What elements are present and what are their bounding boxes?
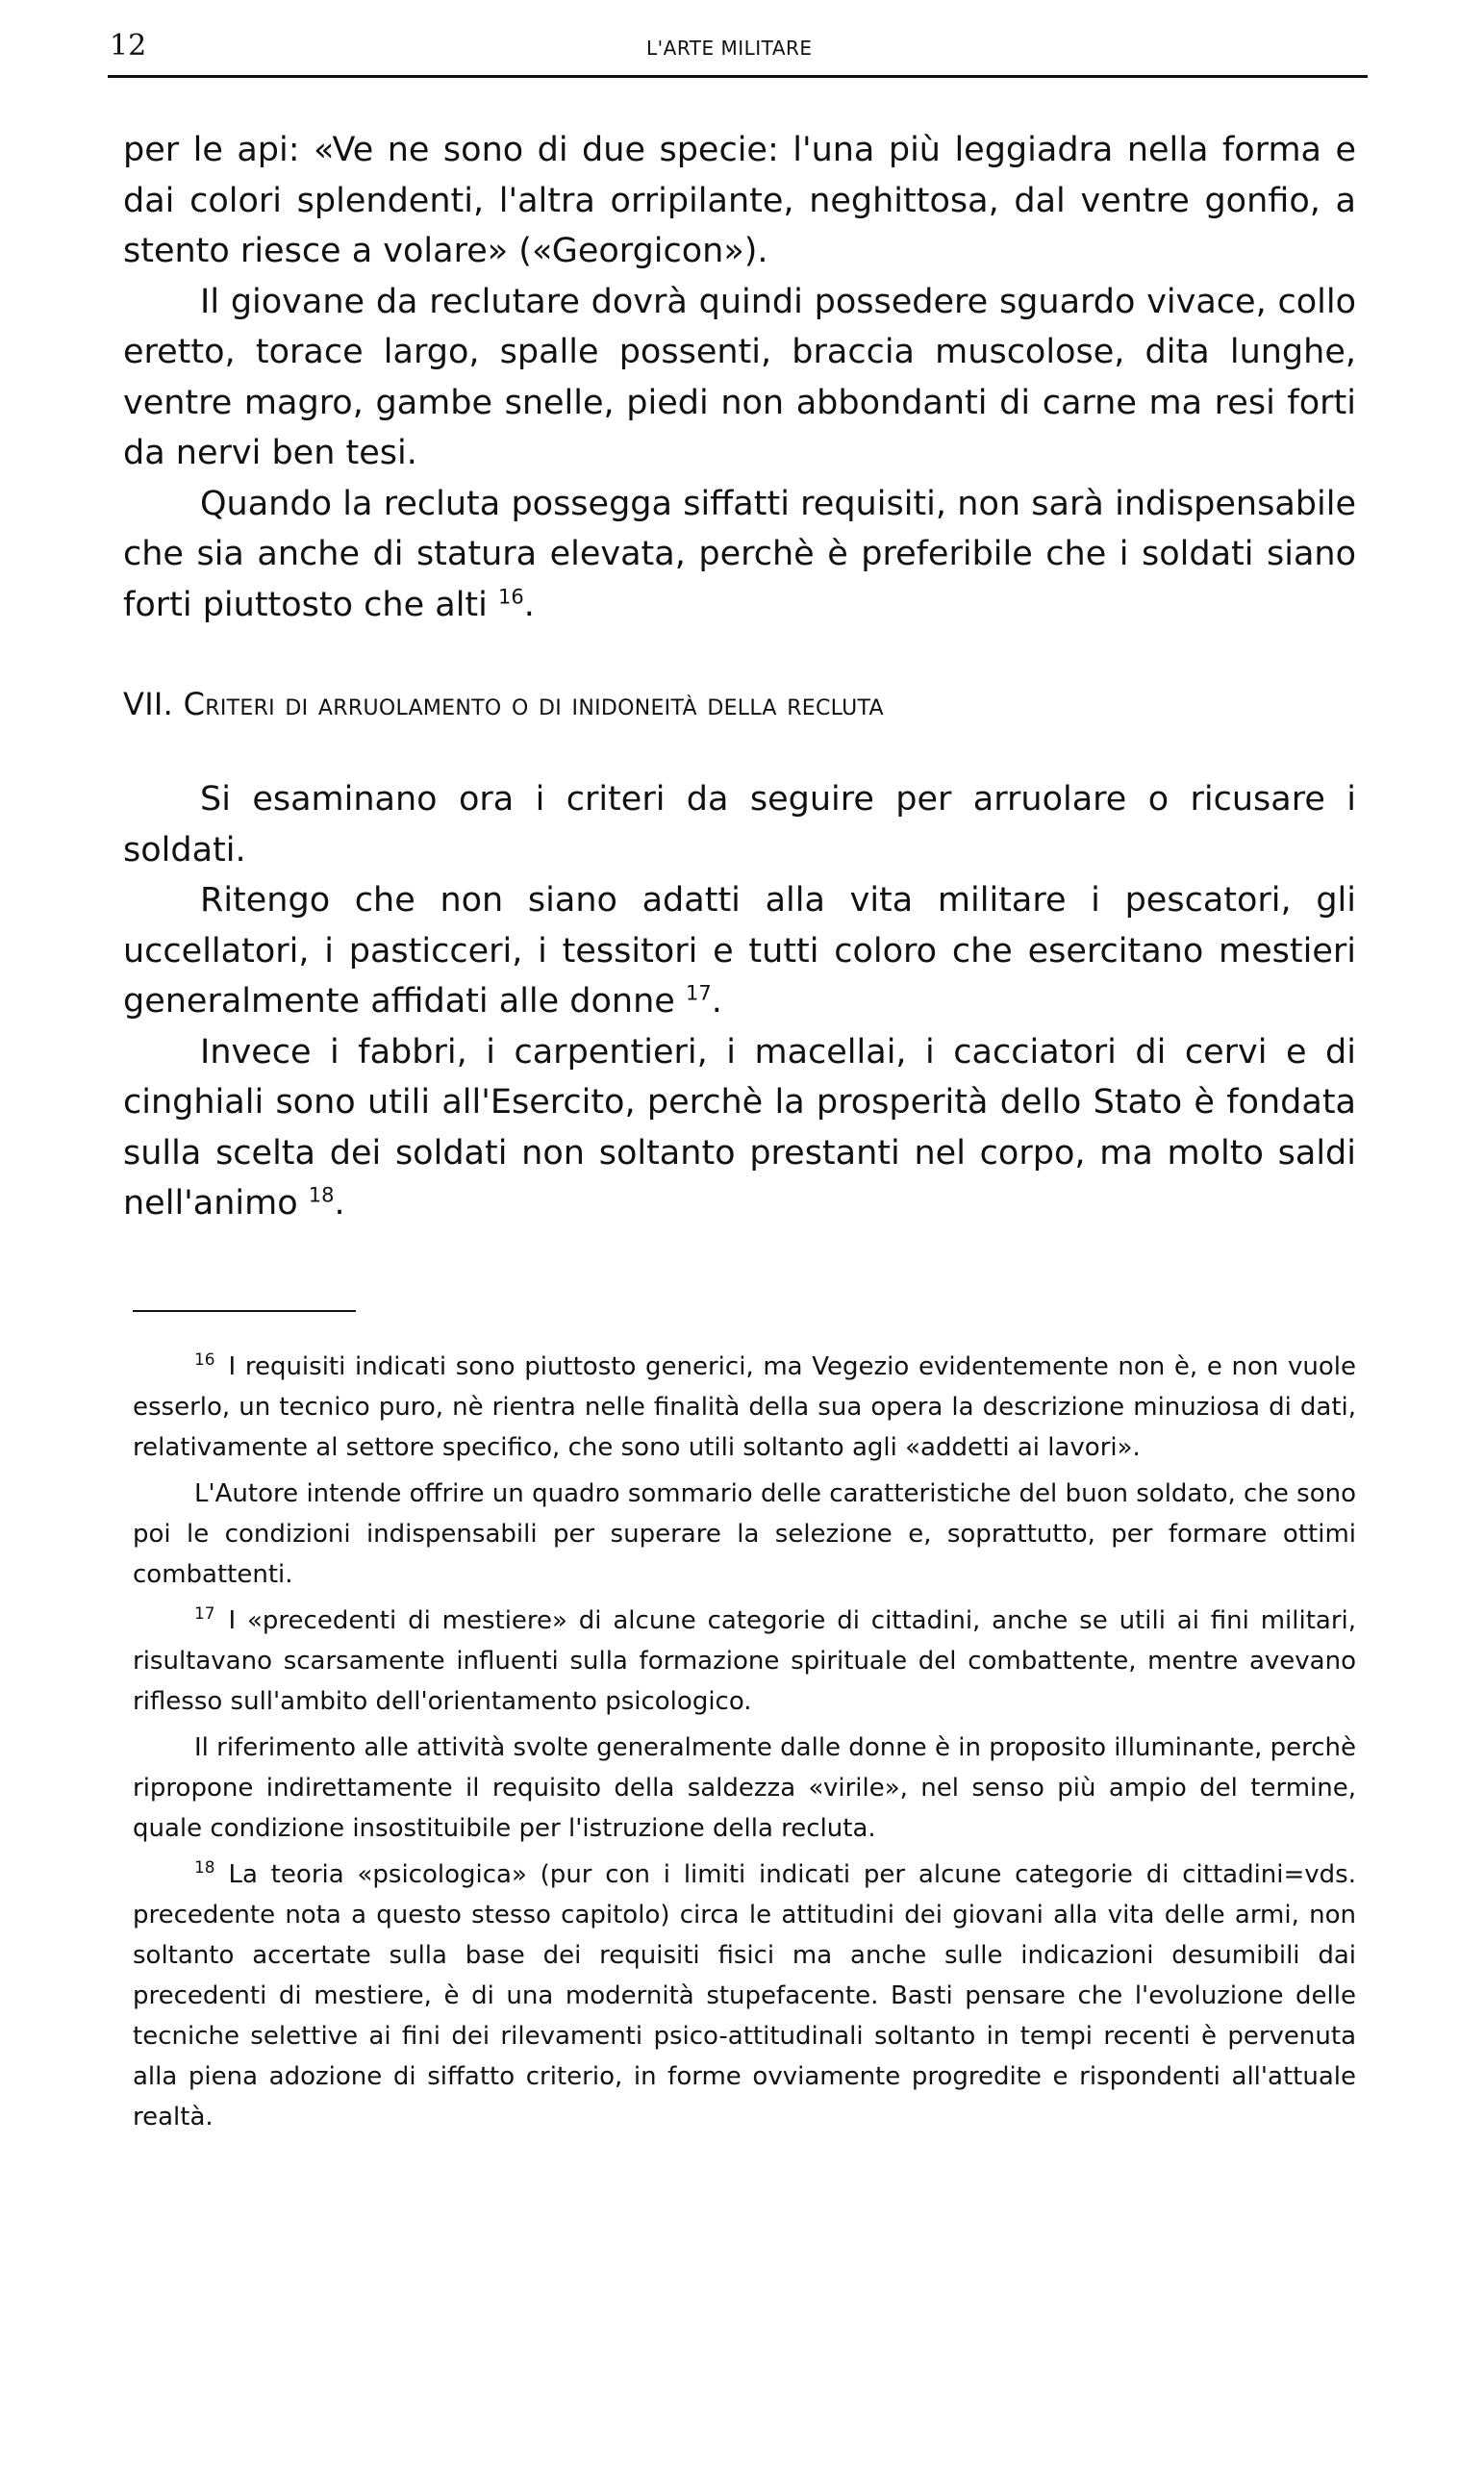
footnote-ref: 17 [685, 981, 712, 1005]
paragraph-end: . [523, 585, 535, 624]
footnote-text: Il riferimento alle attività svolte generalmente dalle donne è in proposito illuminante, perchè ripropone indirettamente il requisito della saldezza «virile», nel senso più ampio del termine, quale condizione insostituibile per l'istruzione della recluta. [133, 1733, 1356, 1843]
footnotes [133, 1347, 1356, 2143]
paragraph [123, 125, 1356, 277]
page-number: 12 [110, 29, 147, 63]
footnote-number: 16 [194, 1350, 215, 1370]
paragraph-text: Invece i fabbri, i carpentieri, i macellai, i cacciatori di cervi e di cinghiali sono utili all'Esercito, perchè la prosperità dello Stato è fondata sulla scelta dei soldati non soltanto prestanti nel corpo, ma molto saldi nell'animo [123, 1032, 1356, 1223]
footnote-text: I «precedenti di mestiere» di alcune categorie di cittadini, anche se utili ai fini militari, risultavano scarsamente influenti sulla formazione spirituale del combattente, mentre avevano riflesso sull'ambito dell'orientamento psicologico. [133, 1606, 1356, 1716]
paragraph-text: Il giovane da reclutare dovrà quindi possedere sguardo vivace, collo eretto, torace largo, spalle possenti, braccia muscolose, dita lunghe, ventre magro, gambe snelle, piedi non abbondanti di carne ma resi forti da nervi ben tesi. [123, 282, 1356, 472]
paragraph [123, 774, 1356, 875]
footnote-separator [133, 1310, 356, 1312]
footnote-text: I requisiti indicati sono piuttosto generici, ma Vegezio evidentemente non è, e non vuole esserlo, un tecnico puro, nè rientra nelle finalità della sua opera la descrizione minuziosa di dati, relativamente al settore specifico, che sono utili soltanto agli «addetti ai lavori». [133, 1352, 1356, 1462]
main-text [123, 125, 1356, 1229]
footnote-text: La teoria «psicologica» (pur con i limiti indicati per alcune categorie di cittadini=vds. precedente nota a questo stesso capitolo) circa le attitudini dei giovani alla vita delle armi, non soltanto accertate sulla base dei requisiti fisici ma anche sulle indicazioni desumibili dai precedenti di mestiere, è di una modernità stupefacente. Basti pensare che l'evoluzione delle tecniche selettive ai fini dei rilevamenti psico-attitudinali soltanto in tempi recenti è pervenuta alla piena adozione di siffatto criterio, in forme ovviamente progredite e rispondenti all'attuale realtà. [133, 1860, 1356, 2131]
footnote-text: L'Autore intende offrire un quadro sommario delle caratteristiche del buon soldato, che sono poi le condizioni indispensabili per superare la selezione e, soprattutto, per formare ottimi combattenti. [133, 1479, 1356, 1589]
paragraph [123, 277, 1356, 479]
footnote-16-continued [133, 1474, 1356, 1595]
footnote-17-continued [133, 1728, 1356, 1849]
paragraph [123, 875, 1356, 1027]
footnote-number: 17 [194, 1603, 215, 1624]
paragraph-text: Si esaminano ora i criteri da seguire per arruolare o ricusare i soldati. [123, 780, 1356, 870]
paragraph [123, 479, 1356, 631]
footnote-16 [133, 1347, 1356, 1468]
footnote-number: 18 [194, 1857, 215, 1878]
footnote-18 [133, 1854, 1356, 2137]
section-heading [123, 680, 1356, 728]
footnote-ref: 18 [308, 1183, 335, 1207]
running-header [108, 27, 1368, 78]
footnote-ref: 16 [498, 584, 524, 608]
paragraph-end: . [711, 982, 722, 1021]
paragraph-end: . [334, 1184, 345, 1223]
paragraph-text: Ritengo che non siano adatti alla vita militare i pescatori, gli uccellatori, i pasticceri, i tessitori e tutti coloro che esercitano mestieri generalmente affidati alle donne [123, 881, 1356, 1021]
paragraph-text: per le api: «Ve ne sono di due specie: l'una più leggiadra nella forma e dai colori splendenti, l'altra orripilante, neghittosa, dal ventre gonfio, a stento riesce a volare» («Georgicon»). [123, 131, 1356, 270]
section-title: Criteri di arruolamento o di inidoneità della recluta [183, 686, 884, 722]
paragraph-text: Quando la recluta possegga siffatti requisiti, non sarà indispensabile che sia anche di statura elevata, perchè è preferibile che i soldati siano forti piuttosto che alti [123, 484, 1356, 624]
footnote-17 [133, 1601, 1356, 1722]
section-number: VII. [123, 686, 174, 722]
paragraph [123, 1027, 1356, 1229]
running-title: L'ARTE MILITARE [646, 37, 813, 60]
